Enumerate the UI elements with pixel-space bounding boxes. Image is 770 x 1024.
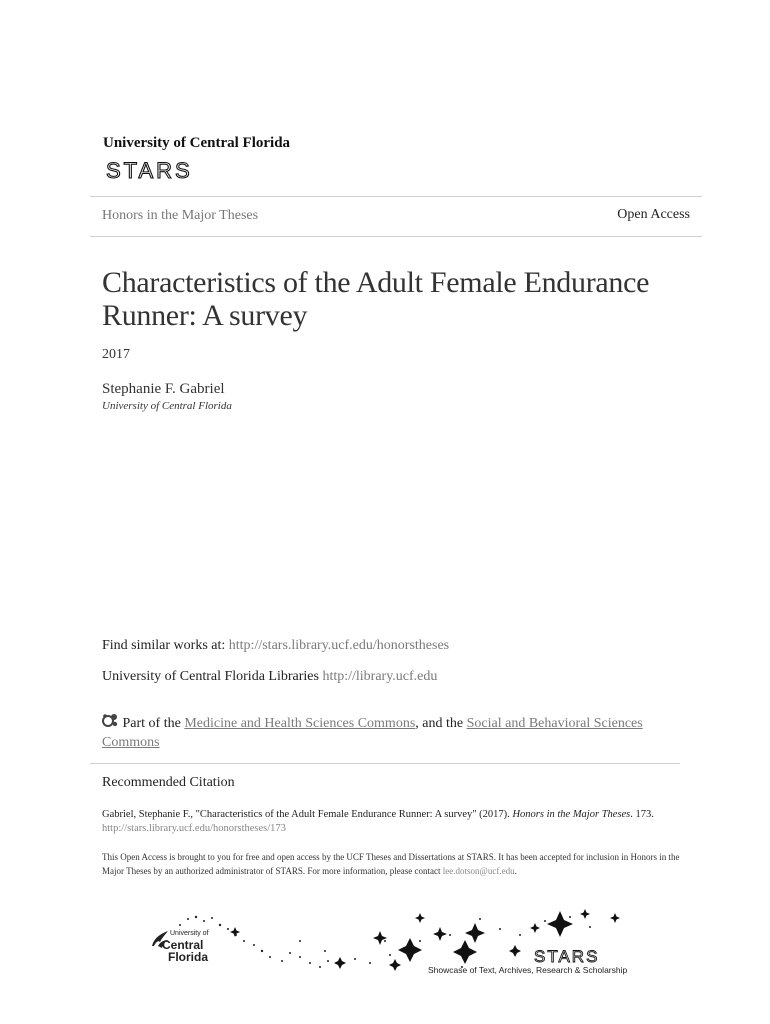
stars-logo-text: STARS — [106, 158, 193, 183]
contact-email-link[interactable]: lee.dotson@ucf.edu — [442, 866, 515, 876]
social-commons-link[interactable]: Social and Behavioral Sciences Commons — [102, 716, 643, 750]
citation-block — [102, 808, 682, 836]
open-access-label: Open Access — [617, 207, 690, 222]
citation-divider — [90, 763, 680, 764]
commons-middle: , and the — [415, 716, 464, 731]
ucf-logo[interactable] — [150, 928, 240, 978]
recommended-citation-heading: Recommended Citation — [102, 775, 235, 790]
libraries-label: University of Central Florida Libraries — [102, 669, 319, 684]
ucf-logo-small: University of — [170, 930, 209, 937]
medicine-commons-link[interactable]: Medicine and Health Sciences Commons — [184, 716, 416, 731]
notice-text: This Open Access is brought to you for free and open access by the UCF Theses and Dissertations at STARS. It has been accepted for inclusion in Honors in the Major Theses by an authorized administrator of STARS. For more information, please contact — [102, 852, 680, 876]
collection-link[interactable]: Honors in the Major Theses — [102, 208, 259, 223]
stars-footer-text: STARS — [534, 947, 600, 966]
commons-network-icon — [102, 713, 119, 728]
university-name: University of Central Florida — [103, 135, 291, 151]
citation-number: . 173. — [630, 809, 654, 820]
citation-text: Gabriel, Stephanie F., "Characteristics of the Adult Female Endurance Runner: A survey" (2017). — [102, 809, 510, 820]
top-divider — [90, 196, 702, 197]
similar-works-label: Find similar works at: — [102, 638, 226, 653]
citation-series: Honors in the Major Theses — [512, 809, 631, 820]
commons-prefix: Part of the — [122, 716, 181, 731]
open-access-notice — [102, 850, 682, 878]
notice-end: . — [514, 866, 517, 876]
libraries-line — [102, 669, 437, 685]
citation-url[interactable]: http://stars.library.ucf.edu/honorstheses/173 — [102, 823, 286, 834]
meta-divider — [90, 236, 702, 237]
stars-tagline: Showcase of Text, Archives, Research & Scholarship — [428, 965, 628, 975]
commons-line — [102, 713, 662, 752]
document-year: 2017 — [102, 347, 130, 362]
author-affiliation: University of Central Florida — [102, 400, 232, 412]
stars-logo[interactable] — [106, 158, 216, 184]
ucf-logo-line2: Florida — [168, 950, 209, 964]
stars-footer-logo[interactable] — [534, 946, 624, 966]
libraries-link[interactable]: http://library.ucf.edu — [322, 669, 438, 684]
document-author: Stephanie F. Gabriel — [102, 381, 225, 397]
similar-works-link[interactable]: http://stars.library.ucf.edu/honorstheses — [228, 638, 450, 653]
document-title: Characteristics of the Adult Female Endurance Runner: A survey — [102, 266, 650, 332]
ucf-logo-line1: Central — [162, 938, 204, 952]
similar-works-line — [102, 638, 449, 654]
